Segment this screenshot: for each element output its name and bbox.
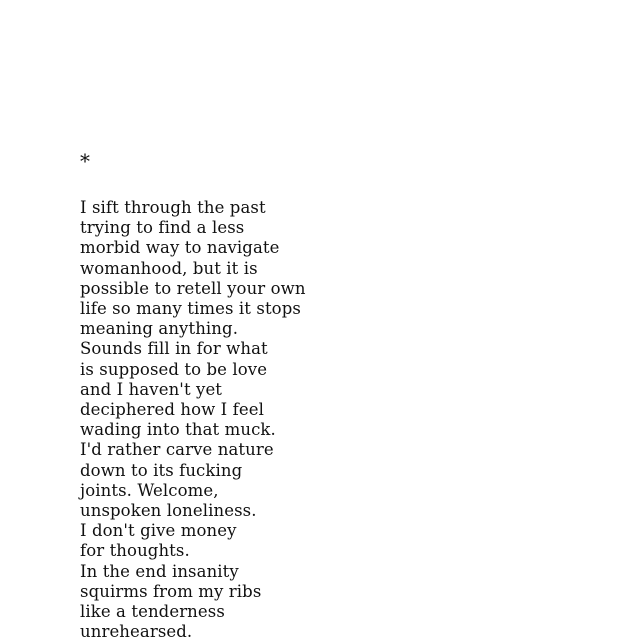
poem-line: possible to retell your own [80,278,306,298]
poem-line: I sift through the past [80,198,266,217]
section-divider-asterisk: * [80,149,90,173]
poem-line: I'd rather carve nature [80,440,274,460]
poem-line: wading into that muck. [80,420,276,440]
poem-text [80,198,306,642]
poem-line: I don't give money [80,521,237,541]
poem-line: joints. Welcome, [80,480,219,500]
poem-line: morbid way to navigate [80,238,280,258]
poem-line: Sounds fill in for what [80,339,268,359]
poem-line: deciphered how I feel [80,400,264,420]
poem-line: squirms from my ribs [80,581,262,601]
poem-line: is supposed to be love [80,359,268,379]
poem-line: In the end insanity [80,561,239,581]
poem-line: life so many times it stops [80,299,301,319]
poem-line: womanhood, but it is [80,258,258,278]
poem-line: trying to find a less [80,218,245,238]
poem-line: and I haven't yet [80,379,223,399]
poem-line: unspoken loneliness. [80,501,257,521]
poem-line: down to its fucking [80,460,243,480]
poem-line: unrehearsed. [80,622,193,642]
poem-line: for thoughts. [80,541,190,561]
poem-line: meaning anything. [80,319,239,339]
poem-line: like a tenderness [80,602,225,622]
